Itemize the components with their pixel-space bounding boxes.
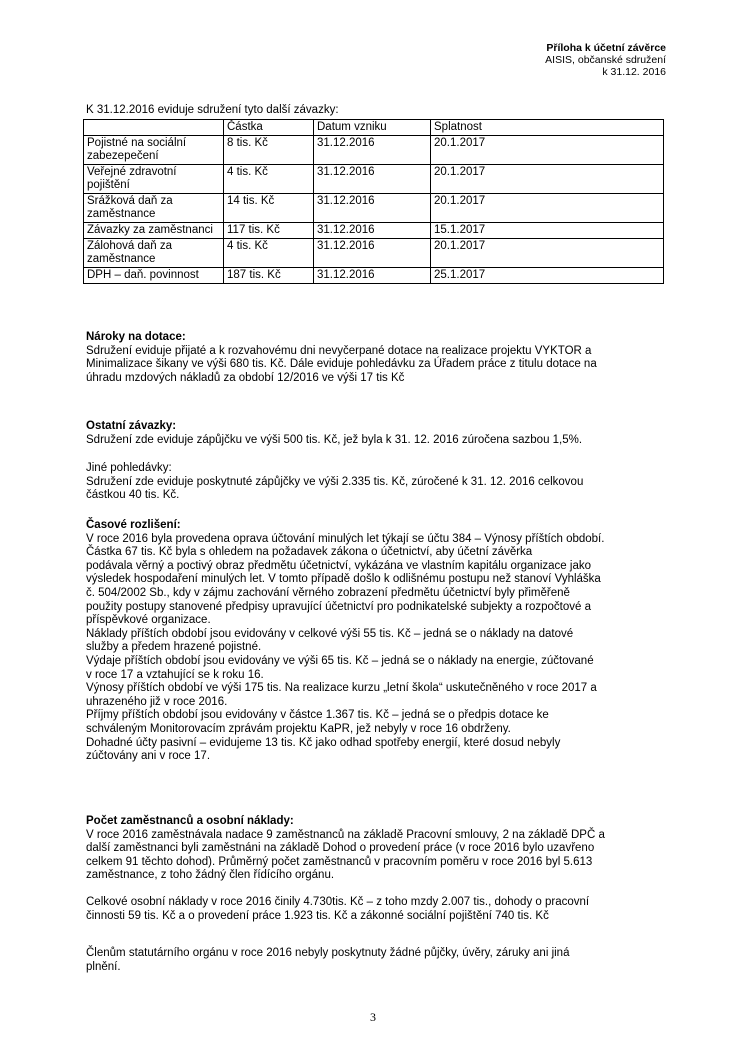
section-body [86,434,668,448]
text-line: úhradu mzdových nákladů za období 12/2016 ve výši 17 tis Kč [86,371,405,384]
cell-date: 31.12.2016 [314,194,431,223]
cell-due: 20.1.2017 [431,239,664,268]
cell-item: Pojistné na sociální zabezepečení [84,136,224,165]
cell-item: Srážková daň za zaměstnance [84,194,224,223]
text-line: celkem 91 těchto dohod). Průměrný počet zaměstnanců v pracovním poměru v roce 2016 byl 5.613 [86,855,593,868]
section-body [86,896,668,923]
cell-date: 31.12.2016 [314,136,431,165]
section-jine [86,462,668,503]
section-ostatni [86,420,668,447]
cell-due: 20.1.2017 [431,165,664,194]
text-line: služby a předem hrazené pojistné. [86,641,262,654]
cell-due: 25.1.2017 [431,268,664,284]
section-body [86,345,668,386]
section-body [86,829,668,883]
table-row [84,223,664,239]
section-title: Nároky na dotace: [86,331,186,343]
section-narok [86,331,668,385]
text-line: podávala věrný a poctivý obraz předmětu účetnictví, vykázána ve vlastním kapitálu organizace jako [86,559,591,572]
page-number: 3 [370,1010,376,1024]
section-title: Jiné pohledávky: [86,462,172,474]
text-line: Sdružení eviduje přijaté a k rozvahovému dni nevyčerpané dotace na realizace projektu VYKTOR a [86,344,592,357]
cell-amount: 117 tis. Kč [224,223,314,239]
text-line: plnění. [86,960,121,973]
header-date: k 31.12. 2016 [602,66,666,78]
text-line: č. 504/2002 Sb., kdy v zájmu zachování věrného zobrazení předmětu účetnictví byly přiměřeně [86,586,570,599]
cell-amount: 187 tis. Kč [224,268,314,284]
cell-amount: 14 tis. Kč [224,194,314,223]
section-clenum [86,947,668,974]
text-line: použity postupy stanovené předpisy upravující účetnictví pro podnikatelské subjekty a rozpočtové a [86,600,592,613]
cell-due: 20.1.2017 [431,194,664,223]
section-body [86,947,668,974]
text-line: V roce 2016 byla provedena oprava účtování minulých let týkají se účtu 384 – Výnosy příštích období. [86,532,605,545]
text-line: Částka 67 tis. Kč byla s ohledem na požadavek zákona o účetnictví, aby účetní závěrka [86,546,533,559]
text-line: zúčtovány ani v roce 17. [86,750,211,763]
text-line: schváleným Monitorovacím zprávám projektu KaPR, jež nebyly v roce 16 obdrženy. [86,722,511,735]
text-line: příspěvkové organizace. [86,614,211,627]
table-row [84,194,664,223]
cell-date: 31.12.2016 [314,268,431,284]
cell-item: Závazky za zaměstnanci [84,223,224,239]
text-line: Sdružení zde eviduje zápůjčku ve výši 500 tis. Kč, jež byla k 31. 12. 2016 zúročena sazbou 1,5%. [86,433,583,446]
section-pocet [86,815,668,883]
text-line: Celkové osobní náklady v roce 2016 činily 4.730tis. Kč – z toho mzdy 2.007 tis., dohody o pracovní [86,896,590,908]
cell-due: 15.1.2017 [431,223,664,239]
table-header-row [84,120,664,136]
cell-amount: 4 tis. Kč [224,165,314,194]
cell-date: 31.12.2016 [314,165,431,194]
header-cell-date: Datum vzniku [314,120,431,136]
table-row [84,268,664,284]
table-row [84,136,664,165]
section-body [86,476,668,503]
text-line: další zaměstnanci byli zaměstnáni na základě Dohod o provedení práce (v roce 2016 bylo uzavřeno [86,842,595,855]
section-title: Počet zaměstnanců a osobní náklady: [86,815,294,827]
header-cell [84,120,224,136]
cell-amount: 8 tis. Kč [224,136,314,165]
header-organization: AISIS, občanské sdružení [545,54,666,66]
text-line: částkou 40 tis. Kč. [86,489,180,502]
table-intro: K 31.12.2016 eviduje sdružení tyto další závazky: [86,104,339,116]
text-line: výsledek hospodaření minulých let. V tomto případě došlo k odlišnému postupu než stanoví Vyhláška [86,573,601,586]
cell-item: Zálohová daň za zaměstnance [84,239,224,268]
section-title: Ostatní závazky: [86,420,177,432]
cell-date: 31.12.2016 [314,239,431,268]
text-line: Sdružení zde eviduje poskytnuté zápůjčky ve výši 2.335 tis. Kč, zúročené k 31. 12. 2016 celkovou [86,475,584,488]
text-line: Výdaje příštích období jsou evidovány ve výši 65 tis. Kč – jedná se o náklady na energie, zúčtované [86,654,594,667]
header-cell-due: Splatnost [431,120,664,136]
text-line: zaměstnance, z toho žádný člen řídícího orgánu. [86,869,335,882]
section-body [86,533,668,764]
table-row [84,239,664,268]
cell-date: 31.12.2016 [314,223,431,239]
cell-due: 20.1.2017 [431,136,664,165]
text-line: v roce 17 a vztahující se k roku 16. [86,668,264,681]
cell-item: Veřejné zdravotní pojištění [84,165,224,194]
liabilities-table [83,119,664,284]
header-title: Příloha k účetní závěrce [546,42,666,54]
text-line: činnosti 59 tis. Kč a o provedení práce 1.923 tis. Kč a zákonné sociální pojištění 740 tis. Kč [86,909,549,922]
header-cell-amount: Částka [224,120,314,136]
table-row [84,165,664,194]
cell-item: DPH – daň. povinnost [84,268,224,284]
document-header [545,42,666,78]
text-line: V roce 2016 zaměstnávala nadace 9 zaměstnanců na základě Pracovní smlouvy, 2 na základě DPČ a [86,828,605,841]
text-line: Výnosy příštích období ve výši 175 tis. Na realizace kurzu „letní škola“ uskutečněného v roce 2017 a [86,682,597,695]
text-line: Minimalizace šikany ve výši 680 tis. Kč. Dále eviduje pohledávku za Úřadem práce z titulu dotace na [86,358,597,371]
cell-amount: 4 tis. Kč [224,239,314,268]
text-line: Náklady příštích období jsou evidovány v celkové výši 55 tis. Kč – jedná se o náklady na datové [86,627,574,640]
text-line: Dohadné účty pasivní – evidujeme 13 tis. Kč jako odhad spotřeby energií, které dosud nebyly [86,736,561,749]
text-line: uhrazeného již v roce 2016. [86,695,228,708]
section-casove [86,519,668,764]
text-line: Členům statutárního orgánu v roce 2016 nebyly poskytnuty žádné půjčky, úvěry, záruky ani jiná [86,947,570,959]
section-celkove [86,896,668,923]
text-line: Příjmy příštích období jsou evidovány v částce 1.367 tis. Kč – jedná se o předpis dotace ke [86,709,549,722]
section-title: Časové rozlišení: [86,519,181,531]
